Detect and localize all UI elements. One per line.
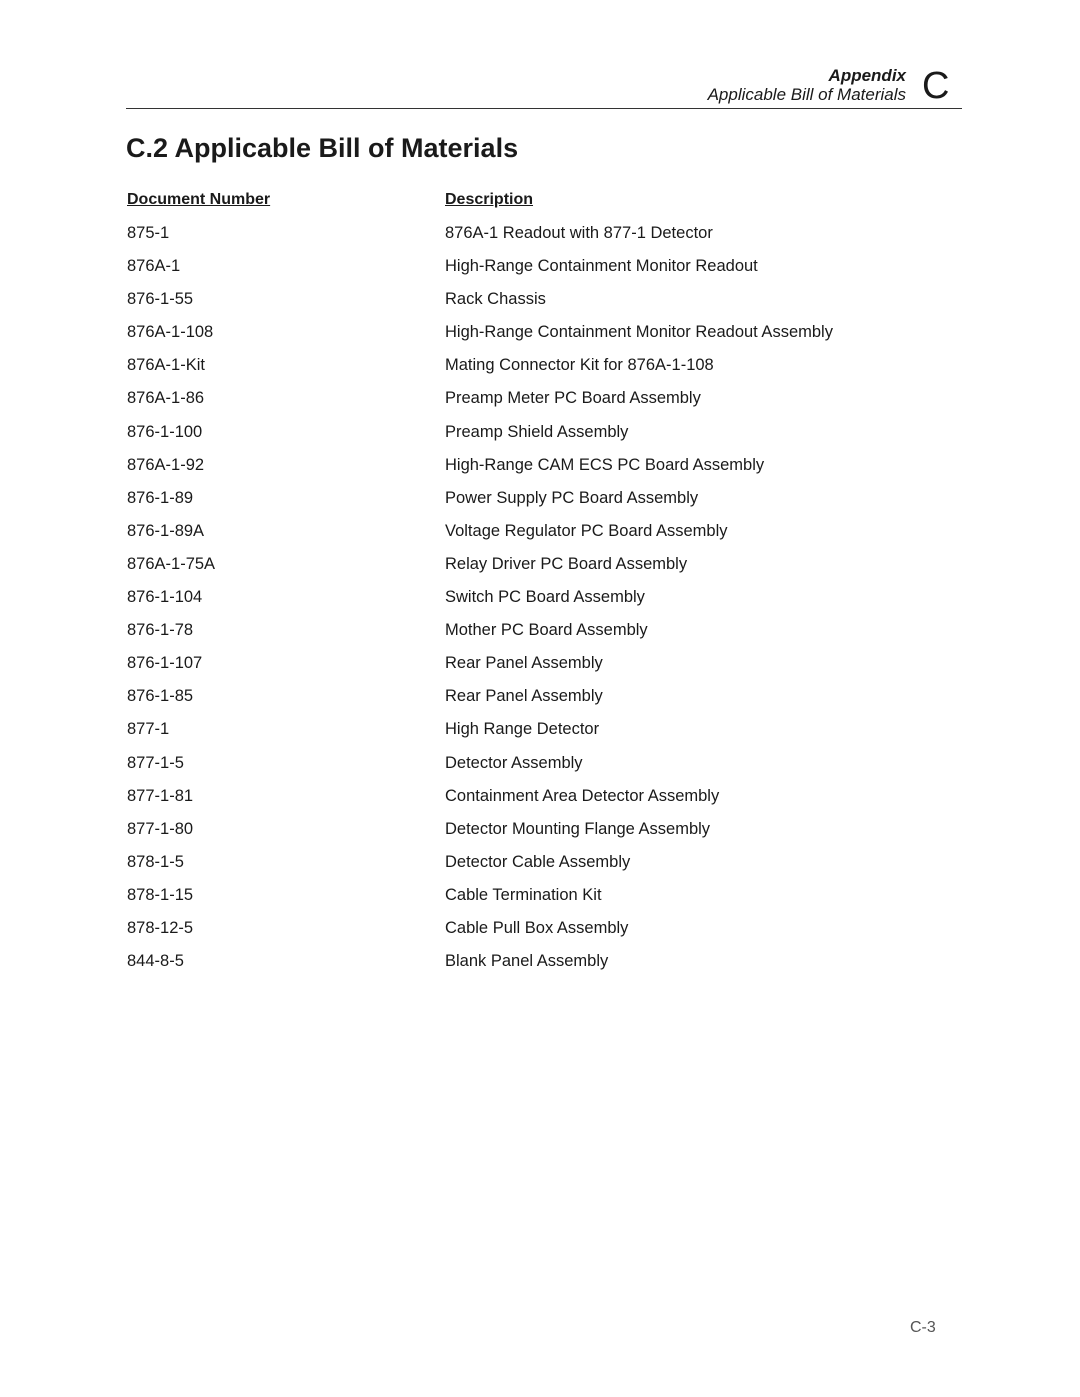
table-row — [127, 949, 957, 982]
table-row — [127, 916, 957, 949]
description-cell: High-Range CAM ECS PC Board Assembly — [445, 455, 765, 474]
description-cell: 876A-1 Readout with 877-1 Detector — [445, 224, 713, 242]
document-number-cell: 875-1 — [127, 224, 170, 242]
description-cell: Cable Pull Box Assembly — [445, 918, 629, 937]
description-cell: Mating Connector Kit for 876A-1-108 — [445, 356, 714, 375]
document-number-cell: 877-1-81 — [127, 786, 194, 805]
document-number-cell: 876-1-100 — [127, 422, 203, 441]
description-cell: High Range Detector — [445, 720, 600, 739]
header-section-label: Applicable Bill of Materials — [707, 85, 906, 104]
column-header-document-number: Document Number — [127, 191, 271, 208]
description-cell: High-Range Containment Monitor Readout Assembly — [445, 323, 833, 342]
table-row — [127, 552, 957, 585]
document-number-cell: 876A-1-Kit — [127, 356, 205, 375]
document-number-cell: 876A-1-75A — [127, 554, 216, 573]
table-row — [127, 353, 957, 386]
header-appendix-letter: C — [922, 65, 950, 107]
document-number-cell: 878-1-15 — [127, 885, 194, 904]
description-cell: Voltage Regulator PC Board Assembly — [445, 521, 728, 540]
document-number-cell: 876A-1-92 — [127, 455, 205, 474]
table-header-row — [127, 188, 957, 212]
page-header — [0, 0, 1080, 120]
table-row — [127, 519, 957, 552]
table-row — [127, 585, 957, 618]
description-cell: Mother PC Board Assembly — [445, 621, 648, 640]
description-cell: Rack Chassis — [445, 290, 546, 309]
table-row — [127, 453, 957, 486]
description-cell: Rear Panel Assembly — [445, 654, 603, 673]
document-number-cell: 876A-1 — [127, 257, 181, 276]
document-number-cell: 876A-1-108 — [127, 323, 214, 342]
table-row — [127, 751, 957, 784]
table-row — [127, 850, 957, 883]
table-row — [127, 221, 957, 254]
document-number-cell: 877-1-5 — [127, 753, 184, 772]
table-row — [127, 486, 957, 519]
document-number-cell: 877-1-80 — [127, 819, 194, 838]
description-cell: Detector Mounting Flange Assembly — [445, 819, 711, 838]
table-row — [127, 684, 957, 717]
description-cell: Power Supply PC Board Assembly — [445, 488, 699, 507]
page-number: C-3 — [910, 1319, 936, 1336]
description-cell: Relay Driver PC Board Assembly — [445, 554, 688, 573]
description-cell: Detector Cable Assembly — [445, 852, 631, 871]
description-cell: High-Range Containment Monitor Readout — [445, 257, 758, 276]
table-row — [127, 287, 957, 320]
bill-of-materials-table — [127, 188, 957, 982]
description-cell: Switch PC Board Assembly — [445, 588, 645, 607]
document-number-cell: 876-1-104 — [127, 588, 203, 607]
description-cell: Cable Termination Kit — [445, 885, 602, 904]
header-divider — [126, 108, 962, 109]
description-cell: Containment Area Detector Assembly — [445, 786, 720, 805]
table-body — [127, 221, 957, 982]
document-number-cell: 876A-1-86 — [127, 389, 205, 408]
table-row — [127, 717, 957, 750]
table-row — [127, 618, 957, 651]
document-number-cell: 876-1-107 — [127, 654, 203, 673]
column-header-description: Description — [445, 191, 534, 208]
document-number-cell: 876-1-89 — [127, 488, 194, 507]
document-number-cell: 877-1 — [127, 720, 170, 739]
table-row — [127, 420, 957, 453]
table-row — [127, 784, 957, 817]
table-row — [127, 817, 957, 850]
description-cell: Rear Panel Assembly — [445, 687, 603, 706]
document-number-cell: 876-1-89A — [127, 521, 205, 540]
document-number-cell: 876-1-78 — [127, 621, 194, 640]
table-row — [127, 320, 957, 353]
document-number-cell: 844-8-5 — [127, 952, 184, 971]
table-row — [127, 254, 957, 287]
header-appendix-label: Appendix — [828, 66, 906, 85]
document-number-cell: 876-1-55 — [127, 290, 194, 309]
document-number-cell: 878-12-5 — [127, 918, 194, 937]
table-row — [127, 386, 957, 419]
description-cell: Preamp Shield Assembly — [445, 422, 629, 441]
table-row — [127, 651, 957, 684]
description-cell: Blank Panel Assembly — [445, 952, 609, 971]
document-number-cell: 878-1-5 — [127, 852, 184, 871]
description-cell: Preamp Meter PC Board Assembly — [445, 389, 701, 408]
description-cell: Detector Assembly — [445, 753, 583, 772]
page-title: C.2 Applicable Bill of Materials — [126, 133, 519, 163]
document-number-cell: 876-1-85 — [127, 687, 194, 706]
table-row — [127, 883, 957, 916]
